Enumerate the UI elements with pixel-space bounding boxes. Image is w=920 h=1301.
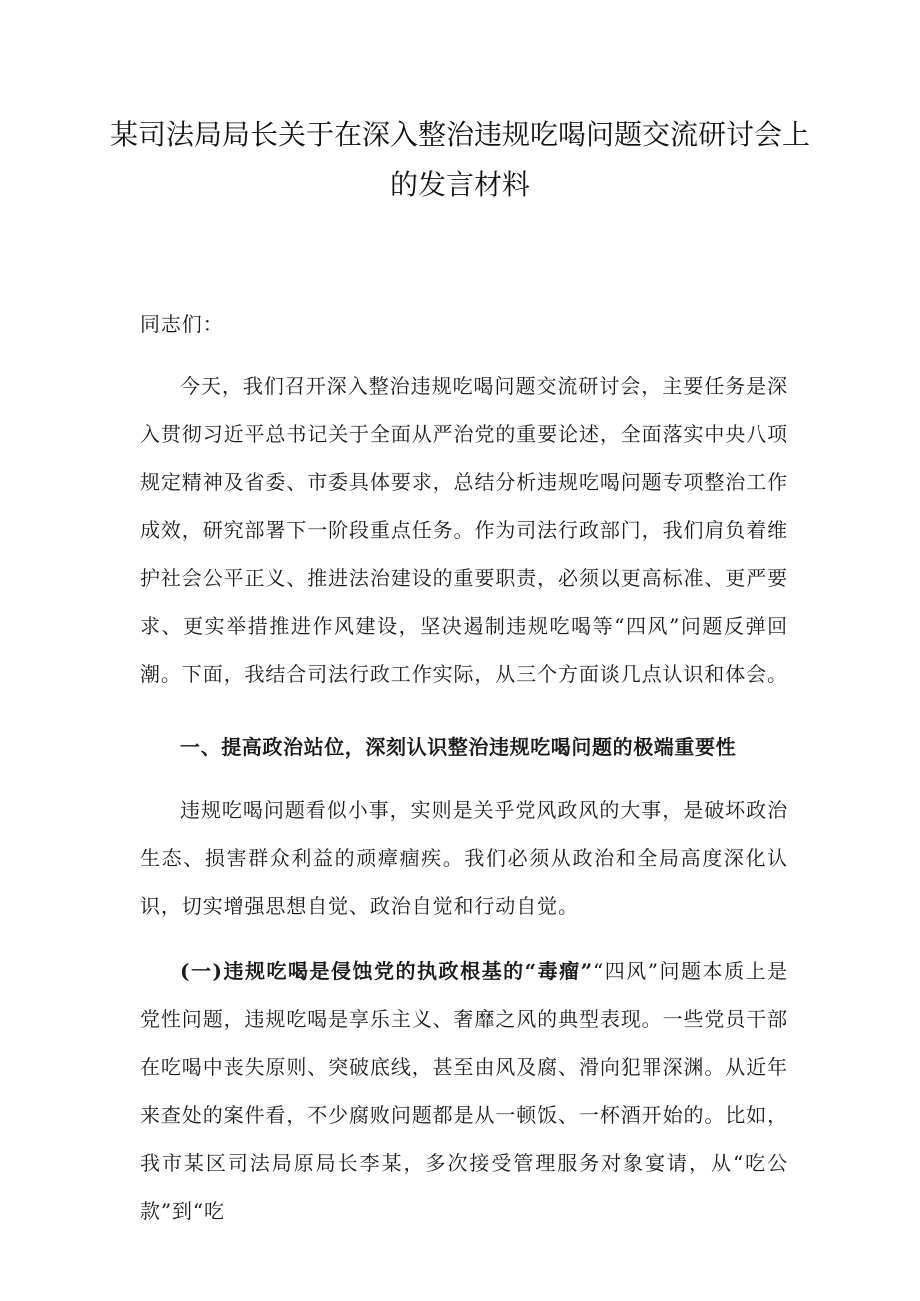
- section-heading-1: 一、提高政治站位，深刻认识整治违规吃喝问题的极端重要性: [180, 735, 737, 759]
- paragraph-subsection-1: [140, 947, 788, 1235]
- subsection-1-heading: (一)违规吃喝是侵蚀党的执政根基的“毒瘤”: [180, 959, 594, 983]
- salutation: 同志们：: [140, 312, 224, 336]
- paragraph-intro: 今天，我们召开深入整治违规吃喝问题交流研讨会，主要任务是深入贯彻习近平总书记关于全面从严治党的重要论述，全面落实中央八项规定精神及省委、市委具体要求，总结分析违规吃喝问题专项整治工作成效，研究部署下一阶段重点任务。作为司法行政部门，我们肩负着维护社会公平正义、推进法治建设的重要职责，必须以更高标准、更严要求、更实举措推进作风建设，坚决遏制违规吃喝等“四风”问题反弹回潮。下面，我结合司法行政工作实际，从三个方面谈几点认识和体会。: [140, 374, 788, 686]
- paragraph-section1-intro: 违规吃喝问题看似小事，实则是关乎党风政风的大事，是破坏政治生态、损害群众利益的顽瘴痼疾。我们必须从政治和全局高度深化认识，切实增强思想自觉、政治自觉和行动自觉。: [140, 798, 788, 918]
- document-title: 某司法局局长关于在深入整治违规吃喝问题交流研讨会上的发言材料: [110, 118, 811, 201]
- subsection-1-body: “四风”问题本质上是党性问题，违规吃喝是享乐主义、奢靡之风的典型表现。一些党员干部在吃喝中丧失原则、突破底线，甚至由风及腐、滑向犯罪深渊。从近年来查处的案件看，不少腐败问题都是从一顿饭、一杯酒开始的。比如，我市某区司法局原局长李某，多次接受管理服务对象宴请，从“吃公款”到“吃: [140, 959, 788, 1223]
